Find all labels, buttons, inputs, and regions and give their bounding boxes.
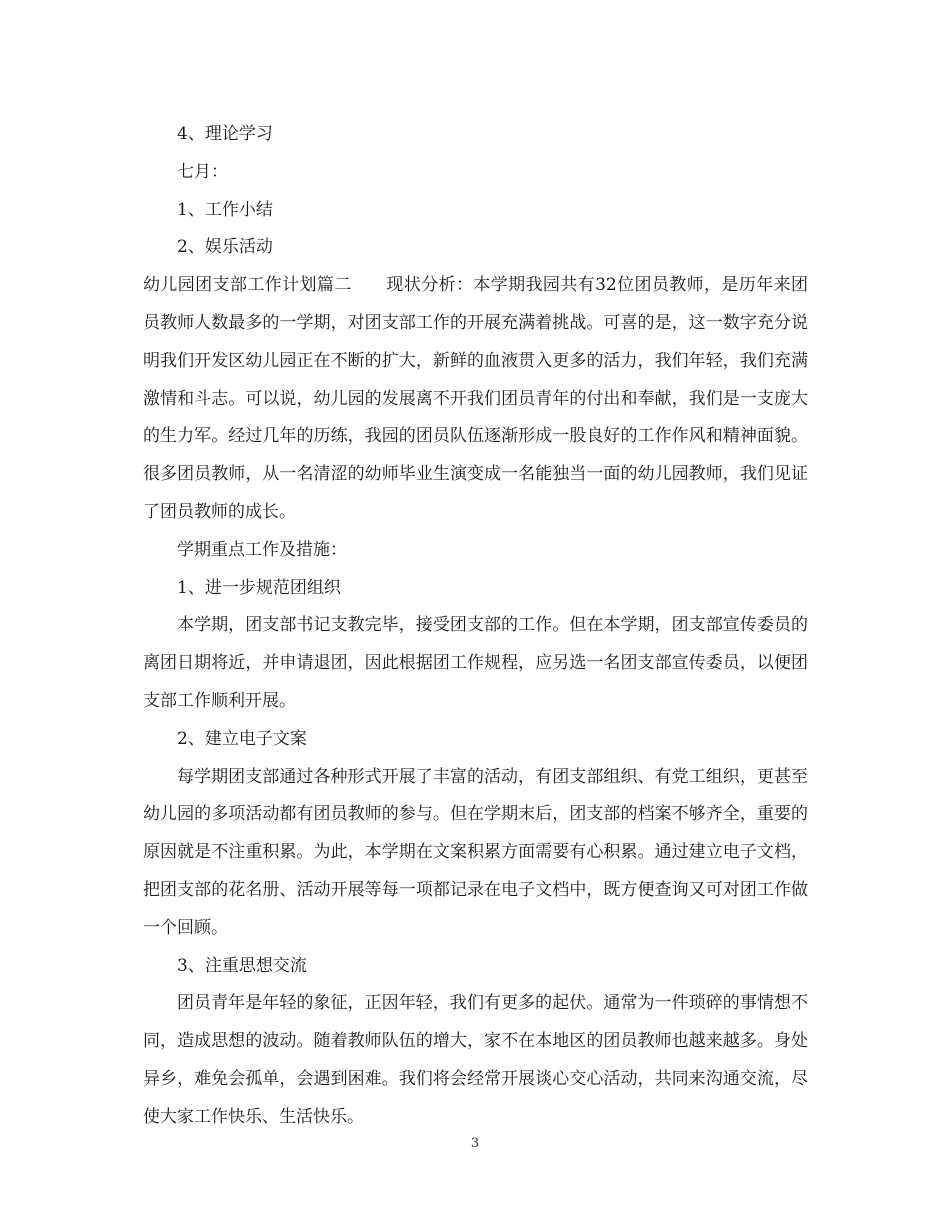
paragraph-standardize-organization: 本学期，团支部书记支教完毕，接受团支部的工作。但在本学期，团支部宣传委员的离团日期将近，并申请退团，因此根据团工作规程，应另选一名团支部宣传委员，以便团支部工作顺利开展。 (143, 615, 808, 711)
document-body (143, 116, 808, 1137)
heading-electronic-archive: 2、建立电子文案 (177, 728, 307, 749)
item-entertainment: 2、娱乐活动 (177, 237, 273, 258)
heading-standardize-organization: 1、进一步规范团组织 (177, 577, 341, 598)
page-number: 3 (470, 1136, 480, 1151)
paragraph-electronic-archive: 每学期团支部通过各种形式开展了丰富的活动，有团支部组织、有党工组织，更甚至幼儿园的多项活动都有团员教师的参与。但在学期末后，团支部的档案不够齐全，重要的原因就是不注重积累。为此，本学期在文案积累方面需要有心积累。通过建立电子文档，把团支部的花名册、活动开展等每一项都记录在电子文档中，既方便查询又可对团工作做一个回顾。 (143, 766, 808, 938)
heading-key-work: 学期重点工作及措施： (177, 539, 347, 560)
heading-theory-study: 4、理论学习 (177, 124, 273, 144)
section-two-status-analysis: 幼儿园团支部工作计划篇二 现状分析：本学期我园共有32位团员教师，是历年来团员教师人数最多的一学期，对团支部工作的开展充满着挑战。可喜的是，这一数字充分说明我们开发区幼儿园正在不断的扩大，新鲜的血液贯入更多的活力，我们年轻，我们充满激情和斗志。可以说，幼儿园的发展离不开我们团员青年的付出和奉献，我们是一支庞大的生力军。经过几年的历练，我园的团员队伍逐渐形成一股良好的工作作风和精神面貌。很多团员教师，从一名清涩的幼师毕业生演变成一名能独当一面的幼儿园教师，我们见证了团员教师的成长。 (143, 275, 808, 522)
item-work-summary: 1、工作小结 (177, 199, 273, 220)
heading-thought-exchange: 3、注重思想交流 (177, 955, 307, 976)
heading-july: 七月： (177, 161, 228, 182)
paragraph-thought-exchange: 团员青年是年轻的象征，正因年轻，我们有更多的起伏。通常为一件琐碎的事情想不同，造成思想的波动。随着教师队伍的增大，家不在本地区的团员教师也越来越多。身处异乡，难免会孤单，会遇到困难。我们将会经常开展谈心交心活动，共同来沟通交流，尽使大家工作快乐、生活快乐。 (143, 993, 808, 1127)
